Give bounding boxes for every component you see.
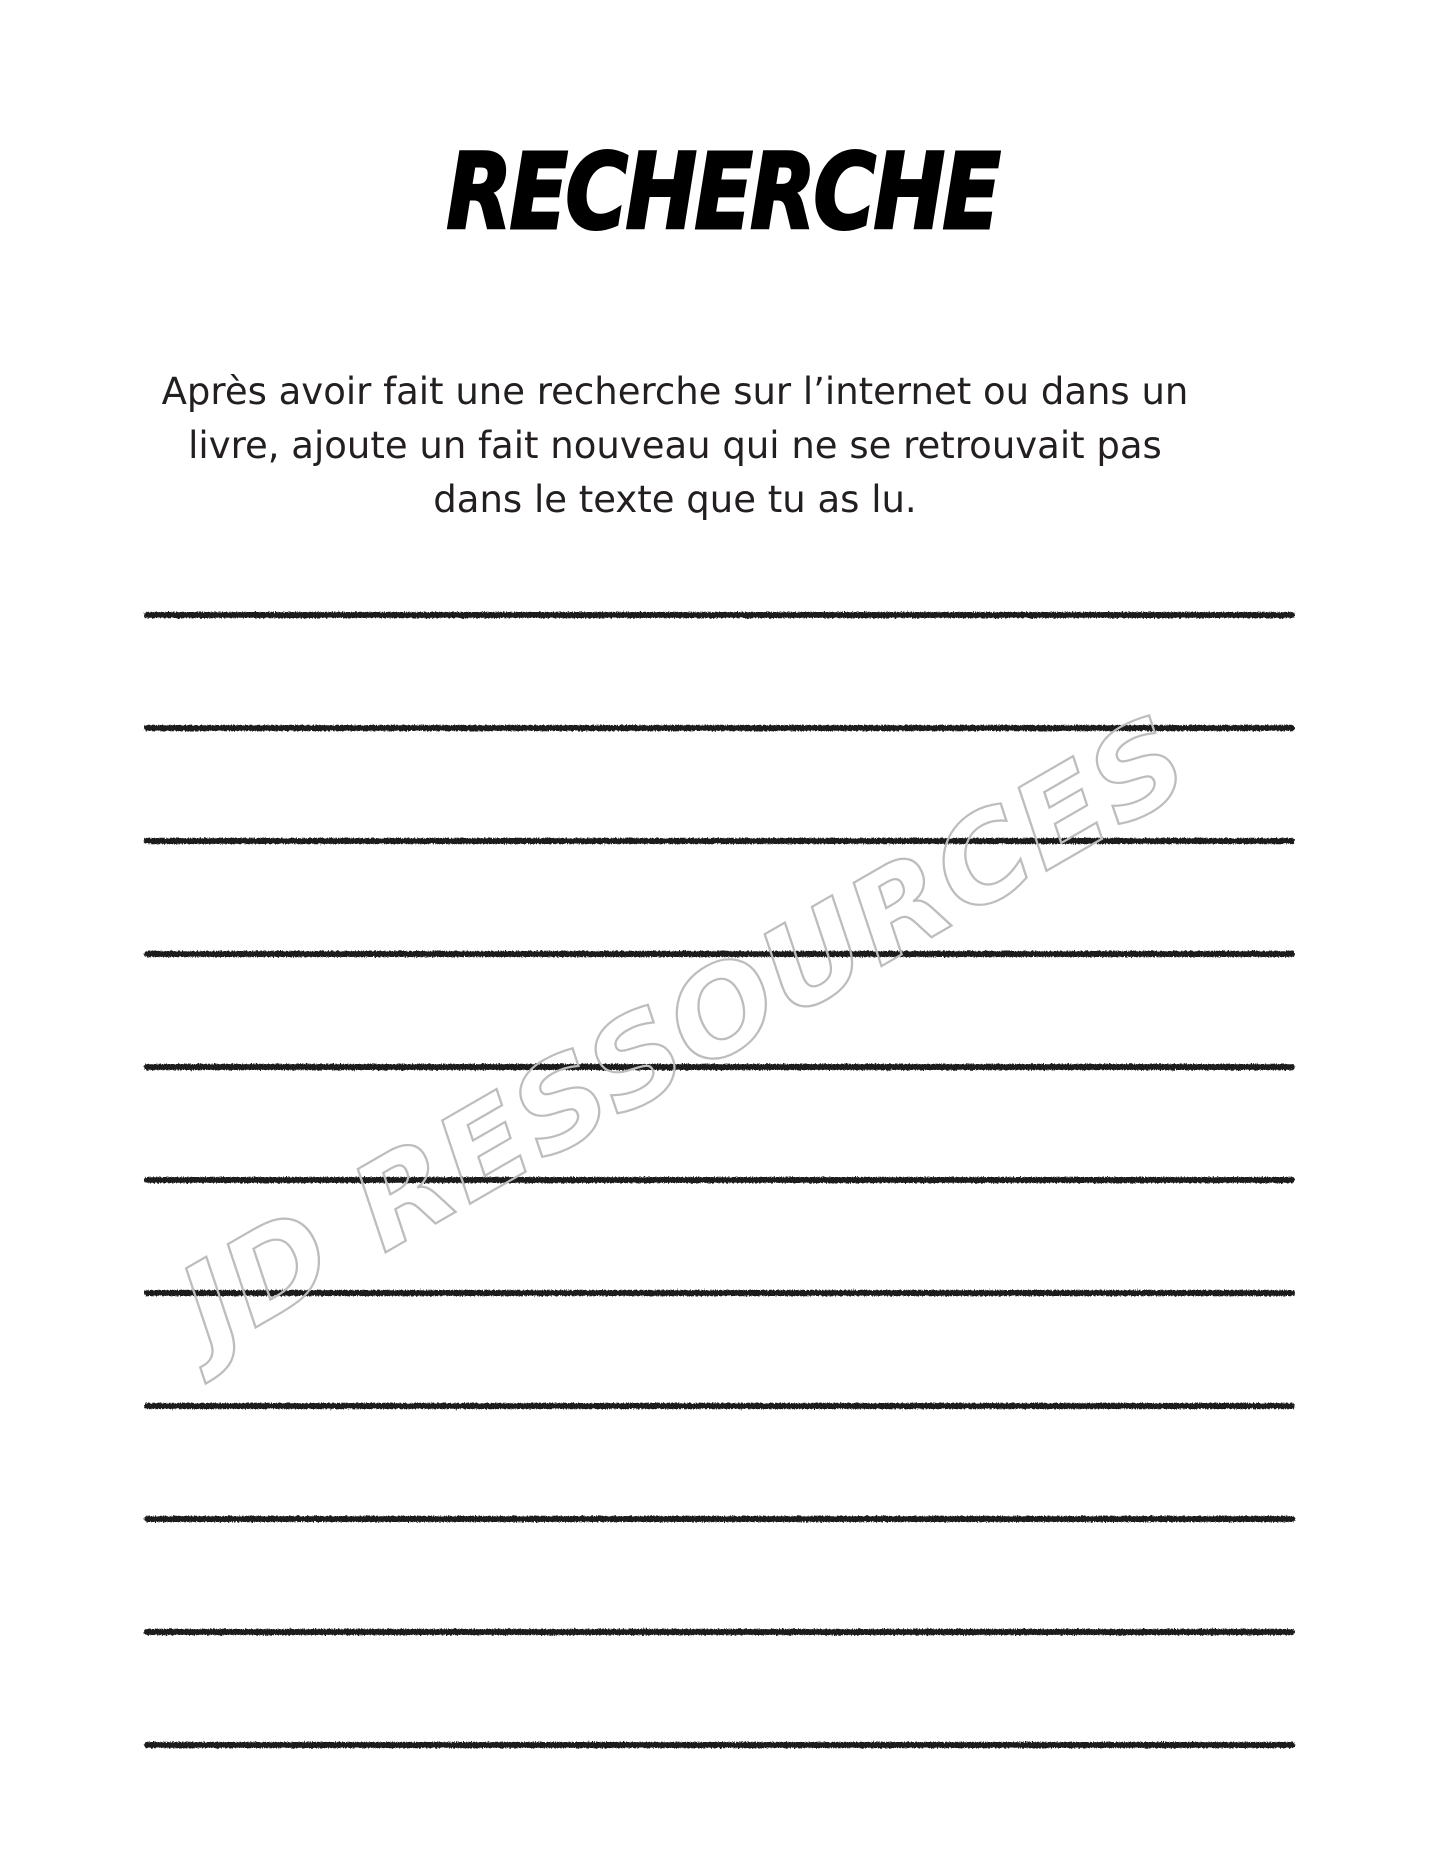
page-title: RECHERCHE [446,131,999,253]
watermark-text: JD RESSOURCES [156,688,1213,1378]
instructions-line-3: dans le texte que tu as lu. [433,478,917,521]
instructions-line-2: livre, ajoute un fait nouveau qui ne se retrouvait pas [188,424,1162,467]
instructions-line-1: Après avoir fait une recherche sur l’internet ou dans un [161,370,1189,413]
